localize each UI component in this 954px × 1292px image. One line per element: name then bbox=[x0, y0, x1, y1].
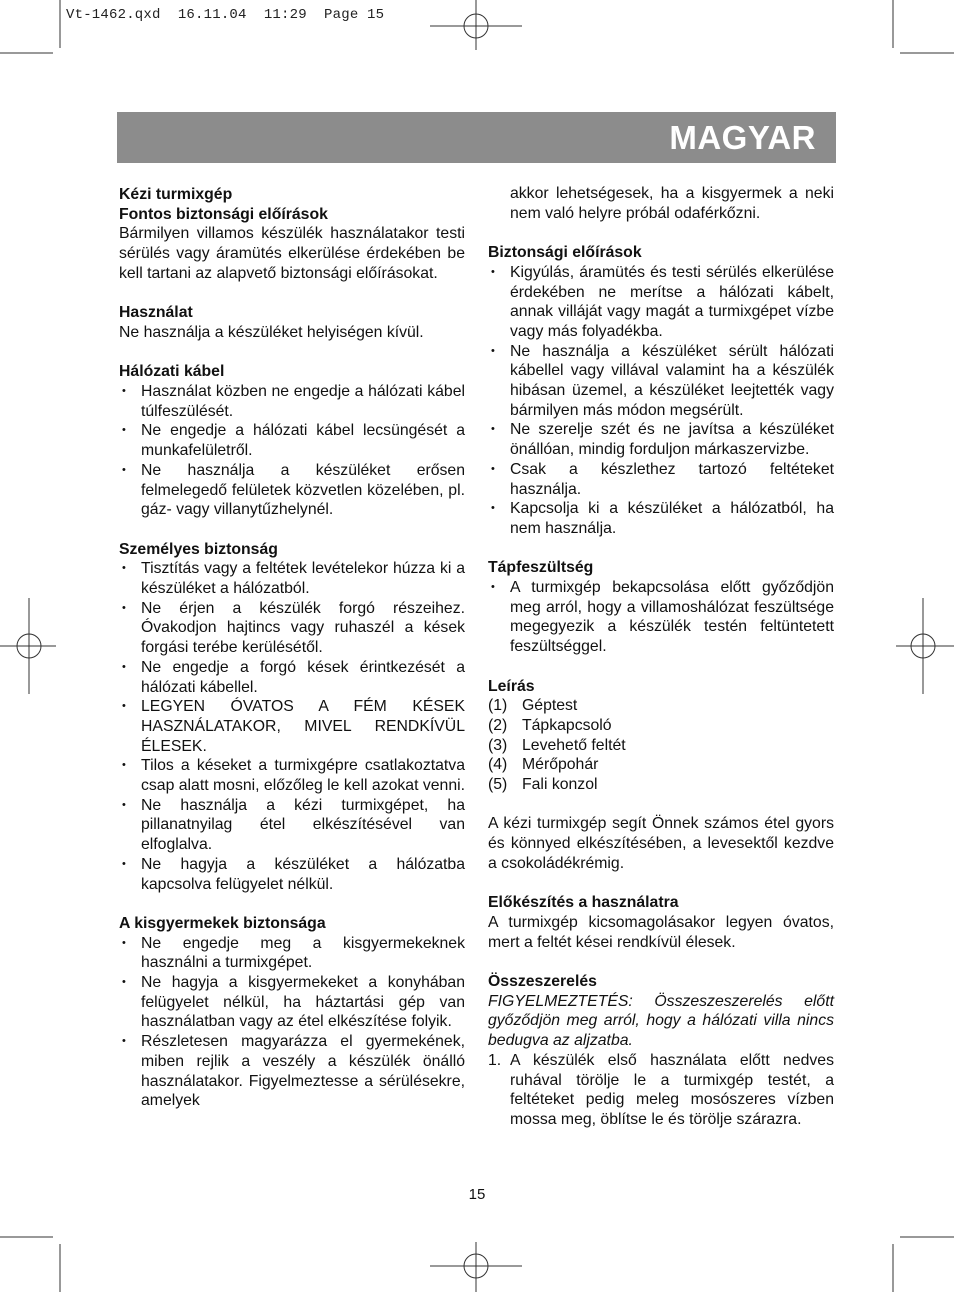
safety-rules-heading: Biztonsági előírások bbox=[488, 244, 642, 262]
part-number: (1) bbox=[488, 697, 508, 715]
list-item: • Kapcsolja ki a készüléket a hálózatból, ha nem használja. bbox=[488, 499, 834, 538]
print-slug: Vt-1462.qxd 16.11.04 11:29 Page 15 bbox=[66, 7, 385, 23]
personal-heading: Személyes biztonság bbox=[119, 540, 278, 558]
part-name: Géptest bbox=[522, 697, 578, 715]
list-item bbox=[488, 736, 834, 756]
assembly-warning: FIGYELMEZTETÉS: Összeszeszerelés előtt győződjön meg arról, hogy a hálózati villa nincs bedugva az aljzatba. bbox=[488, 992, 834, 1050]
list-item bbox=[488, 1051, 834, 1130]
part-number: (2) bbox=[488, 716, 508, 734]
personal-list bbox=[119, 559, 465, 894]
voltage-list bbox=[488, 578, 834, 657]
list-item: • Kigyúlás, áramütés és testi sérülés elkerülése érdekében ne merítse a hálózati kábelt, annak villáját vagy magát a turmixgépet vízbe vagy más folyadékba. bbox=[488, 263, 834, 342]
part-number: (3) bbox=[488, 736, 508, 754]
list-item: • Ne engedje a hálózati kábel lecsüngését a munkafelületről. bbox=[119, 421, 465, 460]
part-number: (5) bbox=[488, 776, 508, 794]
list-item bbox=[488, 696, 834, 716]
list-item: • LEGYEN ÓVATOS A FÉM KÉSEK HASZNÁLATAKOR, MIVEL RENDKÍVÜL ÉLESEK. bbox=[119, 697, 465, 756]
part-name: Levehető feltét bbox=[522, 736, 626, 754]
use-text: Ne használja a készüléket helyiségen kívül. bbox=[119, 323, 424, 341]
description-text: A kézi turmixgép segít Önnek számos étel gyors és könnyed elkészítésében, a levesektől kezdve a csokoládékrémig. bbox=[488, 815, 834, 872]
description-heading: Leírás bbox=[488, 677, 535, 695]
step-text: A készülék első használata előtt nedves ruhával törölje le a turmixgép testét, a feltéteket pedig meleg mosószeres vízben mossa meg, öblítse le és törölje szárazra. bbox=[510, 1051, 834, 1128]
list-item: • A turmixgép bekapcsolása előtt győződjön meg arról, hogy a villamoshálózat feszültsége megegyezik a készülék testén feltüntetett feszültséggel. bbox=[488, 578, 834, 657]
product-title: Kézi turmixgép bbox=[119, 186, 233, 203]
list-item: • Ne használja a kézi turmixgépet, ha pillanatnyilag étel elkészítésével van elfoglalva. bbox=[119, 796, 465, 855]
list-item: • Használat közben ne engedje a hálózati kábel túlfeszülését. bbox=[119, 382, 465, 421]
cable-list bbox=[119, 382, 465, 520]
list-item: • Ne hagyja a kisgyermekeket a konyhában felügyelet nélkül, ha háztartási gép van használatban vagy az étel elkészítése folyik. bbox=[119, 973, 465, 1032]
assembly-steps bbox=[488, 1051, 834, 1130]
part-name: Tápkapcsoló bbox=[522, 716, 612, 734]
list-item: • Ne érjen a készülék forgó részeihez. Óvakodjon hajtincs vagy ruhaszél a kések forgási terébe kerülésétől. bbox=[119, 599, 465, 658]
list-item: • Ne hagyja a készüléket a hálózatba kapcsolva felügyelet nélkül. bbox=[119, 855, 465, 894]
list-item bbox=[488, 775, 834, 795]
children-heading: A kisgyermekek biztonsága bbox=[119, 914, 326, 932]
list-item: • Csak a készlethez tartozó feltéteket használja. bbox=[488, 460, 834, 499]
list-item: • Ne engedje a forgó kések érintkezését a hálózati kábellel. bbox=[119, 658, 465, 697]
list-item bbox=[488, 755, 834, 775]
list-item bbox=[488, 716, 834, 736]
list-item: • Részletesen magyarázza el gyermekének, miben rejlik a veszély a készülék önálló használatakor. Figyelmeztesse a sérülésekre, amelyek bbox=[119, 1032, 465, 1111]
use-heading: Használat bbox=[119, 304, 193, 322]
preparation-text: A turmixgép kicsomagolásakor legyen óvatos, mert a feltét kései rendkívül élesek. bbox=[488, 913, 834, 951]
left-column bbox=[119, 185, 465, 1111]
list-item: • Ne engedje meg a kisgyermekeknek használni a turmixgépet. bbox=[119, 934, 465, 973]
assembly-heading: Összeszerelés bbox=[488, 973, 597, 991]
part-name: Fali konzol bbox=[522, 776, 598, 794]
parts-list bbox=[488, 696, 834, 795]
list-item: • Ne használja a készüléket erősen felmelegedő felületek közvetlen közelében, pl. gáz- vagy villanytűzhelynél. bbox=[119, 461, 465, 520]
list-item: • Ne használja a készüléket sérült hálózati kábellel vagy villával valamint ha a készülék hibásan üzemel, a készüléket leejtették vagy bármilyen más módon megsérült. bbox=[488, 342, 834, 421]
voltage-heading: Tápfeszültség bbox=[488, 559, 594, 577]
children-continuation: akkor lehetségesek, ha a kisgyermek a neki nem való helyre próbál odaférkőzni. bbox=[510, 185, 834, 222]
children-list bbox=[119, 934, 465, 1111]
list-item: • Tisztítás vagy a feltétek levételekor húzza ki a készüléket a hálózatból. bbox=[119, 559, 465, 598]
part-name: Mérőpohár bbox=[522, 756, 599, 774]
list-item: • Ne szerelje szét és ne javítsa a készüléket önállóan, mindig forduljon márkaszervizbe. bbox=[488, 420, 834, 459]
right-column bbox=[488, 184, 834, 1130]
part-number: (4) bbox=[488, 756, 508, 774]
language-banner bbox=[117, 112, 836, 163]
banner-title: MAGYAR bbox=[669, 118, 816, 156]
preparation-heading: Előkészítés a használatra bbox=[488, 894, 679, 912]
safety-rules-list bbox=[488, 263, 834, 539]
step-number: 1. bbox=[488, 1051, 502, 1069]
safety-heading: Fontos biztonsági előírások bbox=[119, 205, 328, 223]
safety-text: Bármilyen villamos készülék használatakor testi sérülés vagy áramütés elkerülése érdekében be kell tartani az alapvető biztonsági előírásokat. bbox=[119, 225, 465, 282]
cable-heading: Hálózati kábel bbox=[119, 363, 225, 381]
list-item: • Tilos a késeket a turmixgépre csatlakoztatva csap alatt mosni, előzőleg le kell azokat venni. bbox=[119, 756, 465, 795]
page-number: 15 bbox=[468, 1186, 486, 1203]
